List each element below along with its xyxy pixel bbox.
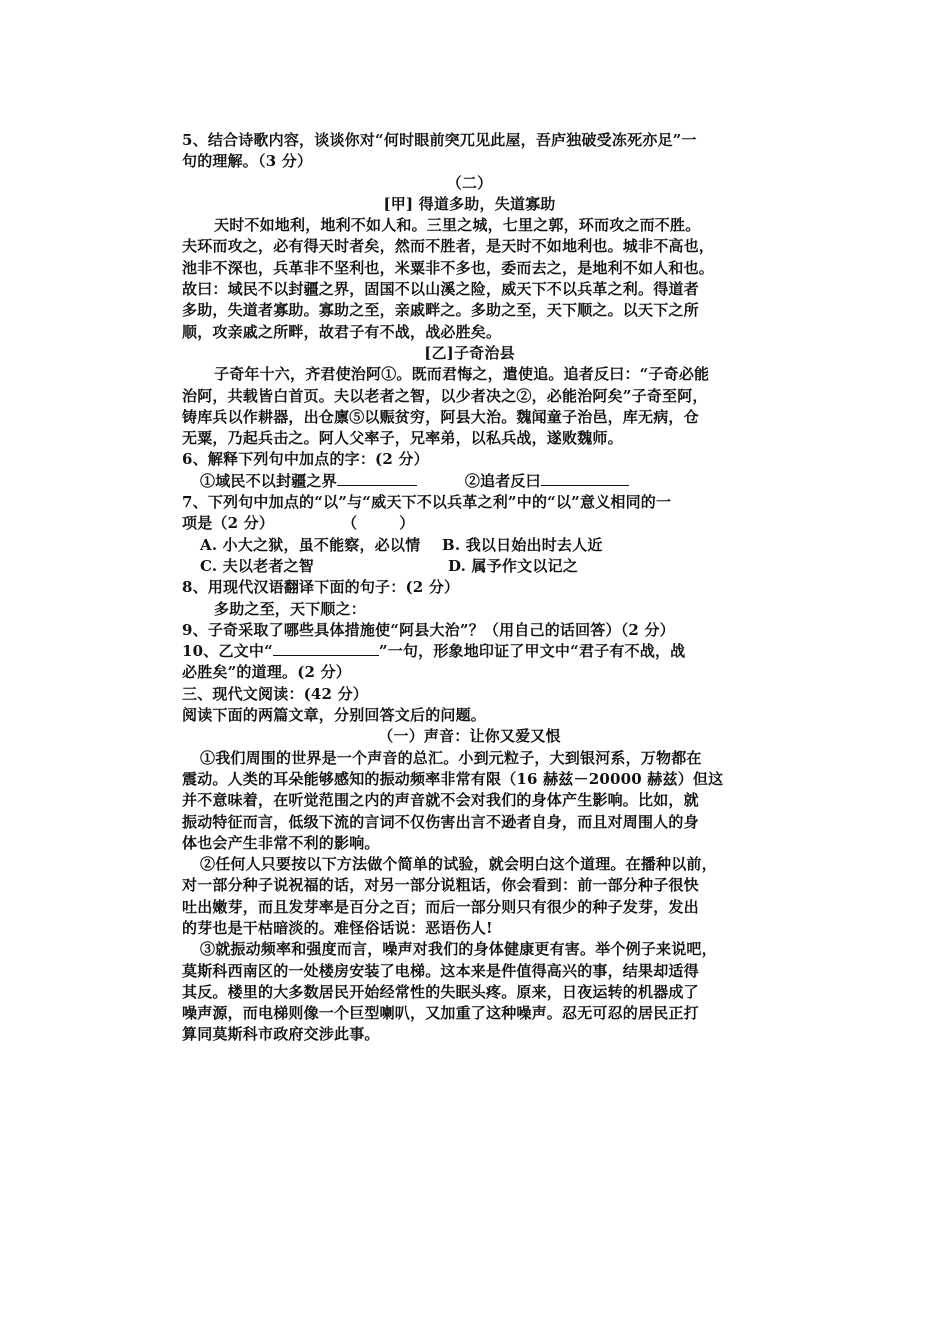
article-paragraph-line: 的芽也是干枯暗淡的。难怪俗话说：恶语伤人!	[182, 918, 493, 937]
q10-prompt-end: ”一句，形象地印证了甲文中“君子有不战，战	[378, 642, 686, 661]
yi-paragraph-line: 子奇年十六，齐君使治阿①。既而君悔之，遣使追。追者反曰：“子奇必能	[214, 365, 710, 384]
article-paragraph-line: 体也会产生非常不利的影响。	[182, 833, 380, 852]
jia-paragraph-line: 多助，失道者寡助。寡助之至，亲戚畔之。多助之至，天下顺之。以天下之所	[182, 301, 699, 320]
article-paragraph-line: ③就振动频率和强度而言，噪声对我们的身体健康更有害。举个例子来说吧，	[200, 940, 717, 959]
article-paragraph-line: 其反。楼里的大多数居民开始经常性的失眠头疼。原来，日夜运转的机器成了	[182, 982, 699, 1001]
section-three-instructions: 阅读下面的两篇文章，分别回答文后的问题。	[182, 706, 487, 725]
article-paragraph-line: 莫斯科西南区的一处楼房安装了电梯。这本来是件值得高兴的事，结果却适得	[182, 961, 699, 980]
q8-prompt: 8、用现代汉语翻译下面的句子：(2 分）	[182, 578, 460, 597]
article-paragraph-line: 并不意味着，在听觉范围之内的声音就不会对我们的身体产生影响。比如，就	[182, 791, 699, 810]
q6-items	[182, 471, 757, 492]
jia-paragraph-line: 天时不如地利，地利不如人和。三里之城，七里之郭，环而攻之而不胜。	[214, 216, 701, 235]
q10-prompt-line2: 必胜矣”的道理。(2 分）	[182, 663, 351, 682]
article-one-title: （一）声音：让你又爱又恨	[378, 727, 561, 746]
answer-blank[interactable]	[273, 641, 379, 656]
q9-prompt: 9、子奇采取了哪些具体措施使“阿县大治”？（用自己的话回答）（2 分）	[182, 620, 675, 639]
q7-option-b: B. 我以日始出时去人近	[442, 535, 603, 554]
q5-line2: 句的理解。（3 分）	[182, 152, 313, 171]
article-paragraph-line: 算同莫斯科市政府交涉此事。	[182, 1025, 380, 1044]
jia-paragraph-line: 池非不深也，兵革非不坚利也，米粟非不多也，委而去之，是地利不如人和也。	[182, 258, 715, 277]
article-paragraph-line: ②任何人只要按以下方法做个简单的试验，就会明白这个道理。在播种以前，	[200, 855, 717, 874]
q7-answer-paren-close: ）	[399, 514, 415, 533]
q8-sentence: 多助之至，天下顺之：	[214, 599, 367, 618]
q7-answer-paren-open: （	[342, 514, 358, 533]
article-paragraph-line: 噪声源，而电梯则像一个巨型喇叭，又加重了这种噪声。忍无可忍的居民正打	[182, 1004, 699, 1023]
section-three-heading: 三、现代文阅读：(42 分）	[182, 684, 368, 703]
yi-paragraph-line: 无粟，乃起兵击之。阿人父率子，兄率弟，以私兵战，遂败魏师。	[182, 429, 623, 448]
jia-paragraph-line: 故曰：域民不以封疆之界，固国不以山溪之险，威天下不以兵革之利。得道者	[182, 280, 699, 299]
q5-line1: 5、结合诗歌内容，谈谈你对“何时眼前突兀见此屋，吾庐独破受冻死亦足”一	[182, 131, 697, 149]
q7-option-c: C. 夫以老者之智	[200, 556, 314, 575]
q7-prompt-line2	[182, 513, 757, 534]
article-paragraph-line: 吐出嫩芽，而且发芽率是百分之百；而后一部分则只有很少的种子发芽，发出	[182, 897, 699, 916]
q6-prompt: 6、解释下列句中加点的字：(2 分）	[182, 450, 429, 469]
answer-blank[interactable]	[337, 471, 417, 486]
q6-item-1: ①域民不以封疆之界	[200, 471, 337, 490]
section-two-heading: （二）	[446, 173, 493, 192]
article-paragraph-line: 震动。人类的耳朵能够感知的振动频率非常有限（16 赫兹－20000 赫兹）但这	[182, 769, 724, 788]
q7-option-a: A. 小大之狱，虽不能察，必以情	[200, 535, 421, 554]
q7-prompt-text: 项是（2 分）	[182, 514, 275, 533]
text-jia-title: [甲] 得道多助，失道寡助	[383, 194, 556, 213]
q7-prompt-line1: 7、下列句中加点的“以”与“威天下不以兵革之利”中的“以”意义相同的一	[182, 493, 672, 512]
q7-options-row	[182, 556, 757, 577]
q10-prompt-line1	[182, 641, 757, 662]
jia-paragraph-line: 夫环而攻之，必有得天时者矣，然而不胜者，是天时不如地利也。城非不高也，	[182, 237, 715, 256]
yi-paragraph-line: 治阿，共载皆白首页。夫以老者之智，以少者决之②，必能治阿矣”子奇至阿，	[182, 386, 708, 405]
answer-blank[interactable]	[541, 471, 629, 486]
article-paragraph-line: ①我们周围的世界是一个声音的总汇。小到元粒子，大到银河系，万物都在	[200, 748, 702, 767]
article-paragraph-line: 振动特征而言，低级下流的言词不仅伤害出言不逊者自身，而且对周围人的身	[182, 812, 699, 831]
q7-options-row	[182, 535, 757, 556]
exam-page	[182, 130, 757, 1046]
text-yi-title: [乙]子奇治县	[424, 343, 515, 362]
q10-prompt-start: 10、乙文中“	[182, 642, 273, 661]
q7-option-d: D. 属予作文以记之	[448, 556, 578, 575]
q6-item-2: ②追者反曰	[464, 471, 541, 490]
jia-paragraph-line: 顺，攻亲戚之所畔，故君子有不战，战必胜矣。	[182, 322, 502, 341]
yi-paragraph-line: 铸库兵以作耕器，出仓廪⑤以赈贫穷，阿县大治。魏闻童子治邑，库无病，仓	[182, 407, 699, 426]
article-paragraph-line: 对一部分种子说祝福的话，对另一部分说粗话，你会看到：前一部分种子很快	[182, 876, 699, 895]
